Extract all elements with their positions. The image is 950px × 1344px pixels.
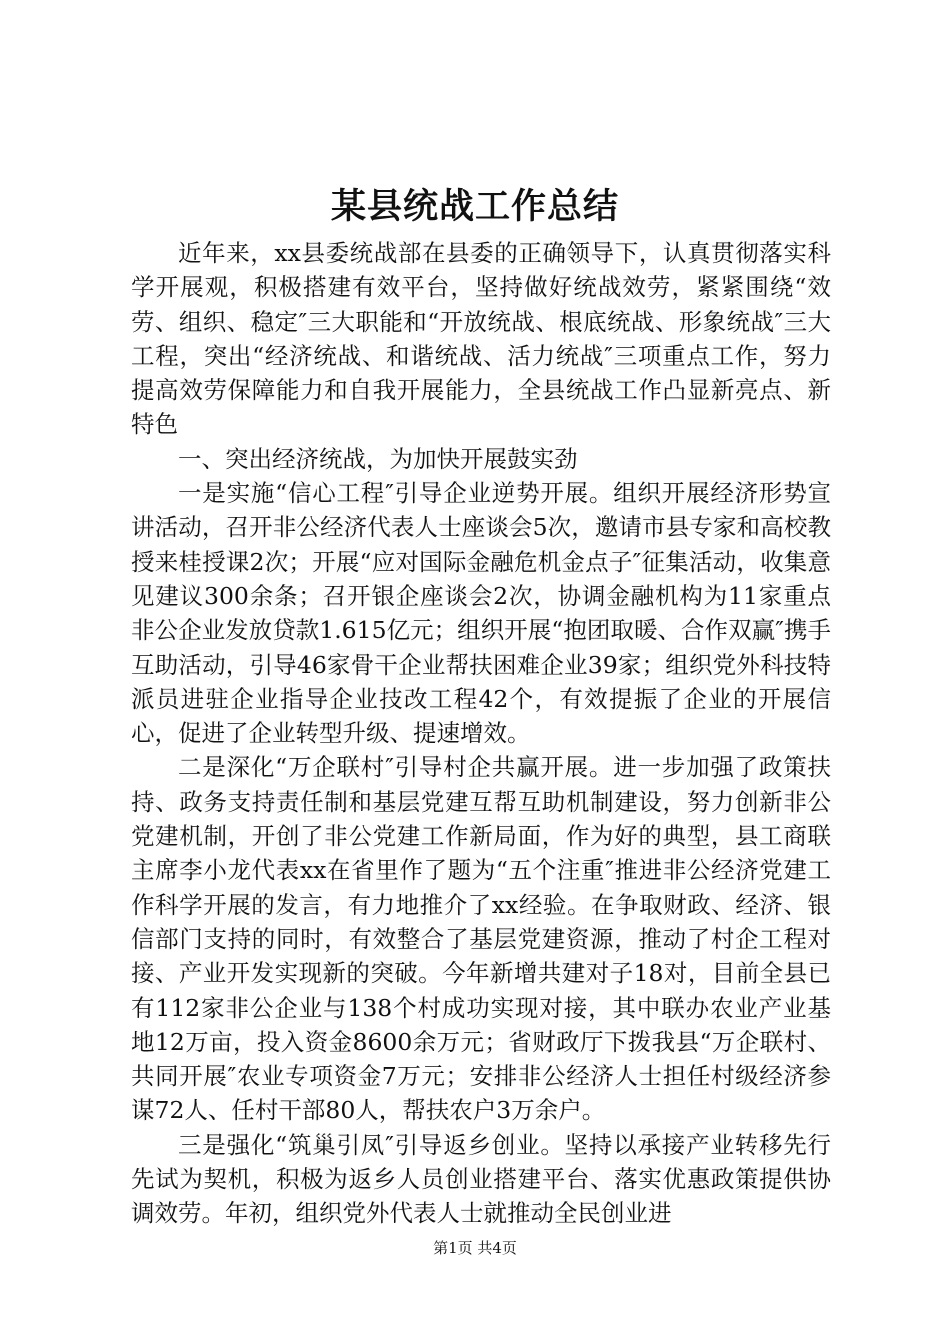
section-heading-1: 一、突出经济统战，为加快开展鼓实劲 — [178, 444, 578, 473]
paragraph-item-1: 一是实施“信心工程″引导企业逆势开展。组织开展经济形势宣讲活动，召开非公经济代表人士座谈会5次，邀请市县专家和高校教授来桂授课2次；开展“应对国际金融危机金点子″征集活动，收集意见建议300余条；召开银企座谈会2次，协调金融机构为11家重点非公企业发放贷款1.615亿元；组织开展“抱团取暖、合作双赢″携手互助活动，引导46家骨干企业帮扶困难企业39家；组织党外科技特派员进驻企业指导企业技改工程42个，有效提振了企业的开展信心，促进了企业转型升级、提速增效。 — [131, 479, 831, 748]
document-title: 某县统战工作总结 — [330, 186, 619, 227]
page-footer: 第1页 共4页 — [433, 1239, 517, 1257]
document-body — [131, 236, 831, 1231]
paragraph-intro: 近年来，xx县委统战部在县委的正确领导下，认真贯彻落实科学开展观，积极搭建有效平台，坚持做好统战效劳，紧紧围绕“效劳、组织、稳定″三大职能和“开放统战、根底统战、形象统战″三大工程，突出“经济统战、和谐统战、活力统战″三项重点工作，努力提高效劳保障能力和自我开展能力，全县统战工作凸显新亮点、新特色 — [131, 239, 831, 439]
paragraph-item-3: 三是强化“筑巢引凤″引导返乡创业。坚持以承接产业转移先行先试为契机，积极为返乡人员创业搭建平台、落实优惠政策提供协调效劳。年初，组织党外代表人士就推动全民创业进 — [131, 1130, 831, 1228]
paragraph-item-2: 二是深化“万企联村″引导村企共赢开展。进一步加强了政策扶持、政务支持责任制和基层党建互帮互助机制建设，努力创新非公党建机制，开创了非公党建工作新局面，作为好的典型，县工商联主席李小龙代表xx在省里作了题为“五个注重″推进非公经济党建工作科学开展的发言，有力地推介了xx经验。在争取财政、经济、银信部门支持的同时，有效整合了基层党建资源，推动了村企工程对接、产业开发实现新的突破。今年新增共建对子18对，目前全县已有112家非公企业与138个村成功实现对接，其中联办农业产业基地12万亩，投入资金8600余万元；省财政厅下拨我县“万企联村、共同开展″农业专项资金7万元；安排非公经济人士担任村级经济参谋72人、任村干部80人，帮扶农户3万余户。 — [131, 753, 831, 1125]
